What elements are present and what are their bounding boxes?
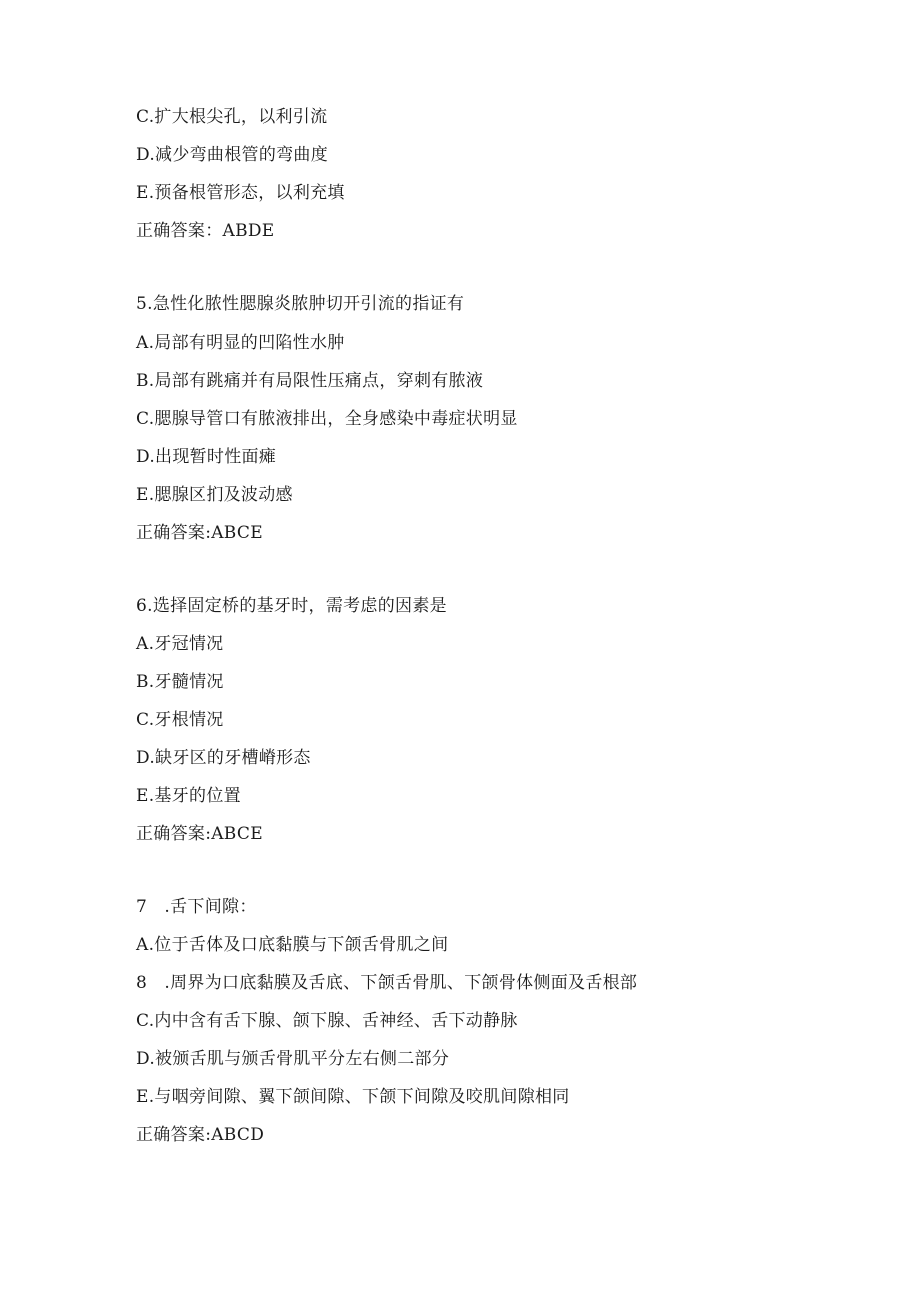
option-e: E.与咽旁间隙、翼下颌间隙、下颌下间隙及咬肌间隙相同 bbox=[136, 1087, 570, 1107]
option-c: C.内中含有舌下腺、颌下腺、舌神经、舌下动静脉 bbox=[136, 1011, 518, 1031]
option-d: D.出现暂时性面瘫 bbox=[136, 447, 277, 467]
option-a: A.位于舌体及口底黏膜与下颌舌骨肌之间 bbox=[136, 935, 449, 955]
option-c: C.腮腺导管口有脓液排出，全身感染中毒症状明显 bbox=[136, 409, 518, 429]
option-b: B.牙髓情况 bbox=[136, 672, 224, 692]
option-a: A.局部有明显的凹陷性水肿 bbox=[136, 333, 345, 353]
option-b: 8 .周界为口底黏膜及舌底、下颌舌骨肌、下颌骨体侧面及舌根部 bbox=[136, 973, 638, 993]
answer-line: 正确答案：ABDE bbox=[136, 221, 275, 241]
option-b: B.局部有跳痛并有局限性压痛点，穿刺有脓液 bbox=[136, 371, 484, 391]
option-c: C.扩大根尖孔，以利引流 bbox=[136, 107, 328, 127]
answer-line: 正确答案:ABCE bbox=[136, 824, 263, 844]
question-stem: 6.选择固定桥的基牙时，需考虑的因素是 bbox=[136, 596, 447, 616]
option-e: E.基牙的位置 bbox=[136, 786, 241, 806]
option-d: D.被颁舌肌与颁舌骨肌平分左右侧二部分 bbox=[136, 1049, 450, 1069]
answer-line: 正确答案:ABCD bbox=[136, 1125, 265, 1145]
option-e: E.腮腺区扪及波动感 bbox=[136, 485, 293, 505]
option-c: C.牙根情况 bbox=[136, 710, 224, 730]
option-e: E.预备根管形态，以利充填 bbox=[136, 183, 345, 203]
option-d: D.缺牙区的牙槽嵴形态 bbox=[136, 748, 311, 768]
option-d: D.减少弯曲根管的弯曲度 bbox=[136, 145, 329, 165]
option-a: A.牙冠情况 bbox=[136, 634, 224, 654]
question-stem: 7 .舌下间隙： bbox=[136, 897, 257, 917]
question-stem: 5.急性化脓性腮腺炎脓肿切开引流的指证有 bbox=[136, 294, 465, 314]
answer-line: 正确答案:ABCE bbox=[136, 523, 263, 543]
